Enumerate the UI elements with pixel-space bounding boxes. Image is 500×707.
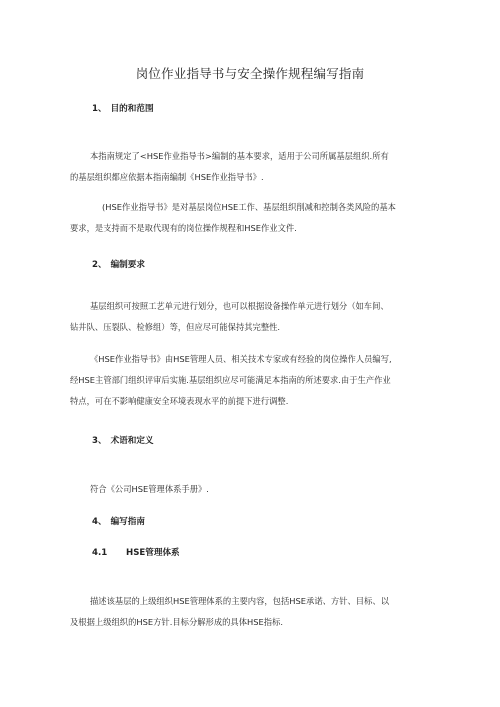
document-title: 岗位作业指导书与安全操作规程编写指南	[135, 66, 365, 81]
paragraph-line: 《HSE作业指导书》由HSE管理人员、相关技术专家或有经验的岗位操作人员编写,	[90, 354, 392, 364]
paragraph	[70, 591, 435, 633]
paragraph-line: 本指南规定了<HSE作业指导书>编制的基本要求，适用于公司所属基层组织.所有	[90, 151, 389, 161]
paragraph	[70, 197, 435, 239]
paragraph-line: 基层组织可按照工艺单元进行划分，也可以根据设备操作单元进行划分（如车间、	[90, 301, 389, 311]
section-number: 2、	[92, 260, 107, 270]
paragraph-line: 及根据上级组织的HSE方针.目标分解形成的具体HSE指标.	[70, 617, 284, 627]
section-number: 3、	[92, 436, 107, 446]
section-heading-text: 编写指南	[110, 517, 145, 527]
paragraph	[70, 479, 435, 500]
section-heading-2	[92, 258, 145, 270]
section-heading-4	[92, 515, 145, 527]
paragraph-line: 描述该基层的上级组织HSE管理体系的主要内容，包括HSE承诺、方针、目标、以	[90, 596, 389, 606]
section-heading-1	[92, 102, 154, 114]
section-heading-text: 目的和范围	[110, 104, 154, 114]
section-heading-text: 编制要求	[110, 260, 145, 270]
section-heading-text: 术语和定义	[110, 436, 154, 446]
paragraph-line: (HSE作业指导书》是对基层岗位HSE工作、基层组织削减和控制各类风险的基本	[102, 202, 396, 212]
section-heading-4-1	[92, 546, 180, 558]
paragraph-line: 钻井队、压裂队、检修组）等，但应尽可能保持其完整性.	[70, 322, 281, 332]
paragraph	[70, 296, 435, 338]
paragraph-line: 符合《公司HSE管理体系手册》.	[90, 484, 209, 494]
section-number: 1、	[92, 104, 107, 114]
section-number: 4.1	[92, 548, 108, 558]
paragraph-line: 特点，可在不影响健康安全环境表现水平的前提下进行调整.	[70, 396, 289, 406]
paragraph	[70, 349, 435, 412]
section-heading-text: HSE管理体系	[126, 548, 180, 558]
section-heading-3	[92, 434, 154, 446]
paragraph	[70, 146, 435, 188]
paragraph-line: 的基层组织都应依据本指南编制《HSE作业指导书》.	[70, 172, 264, 182]
paragraph-line: 经HSE主管部门组织评审后实施.基层组织应尽可能满足本指南的所述要求.由于生产作业	[70, 375, 391, 385]
paragraph-line: 要求，是支持而不是取代现有的岗位操作规程和HSE作业文件.	[70, 223, 297, 233]
section-number: 4、	[92, 517, 107, 527]
